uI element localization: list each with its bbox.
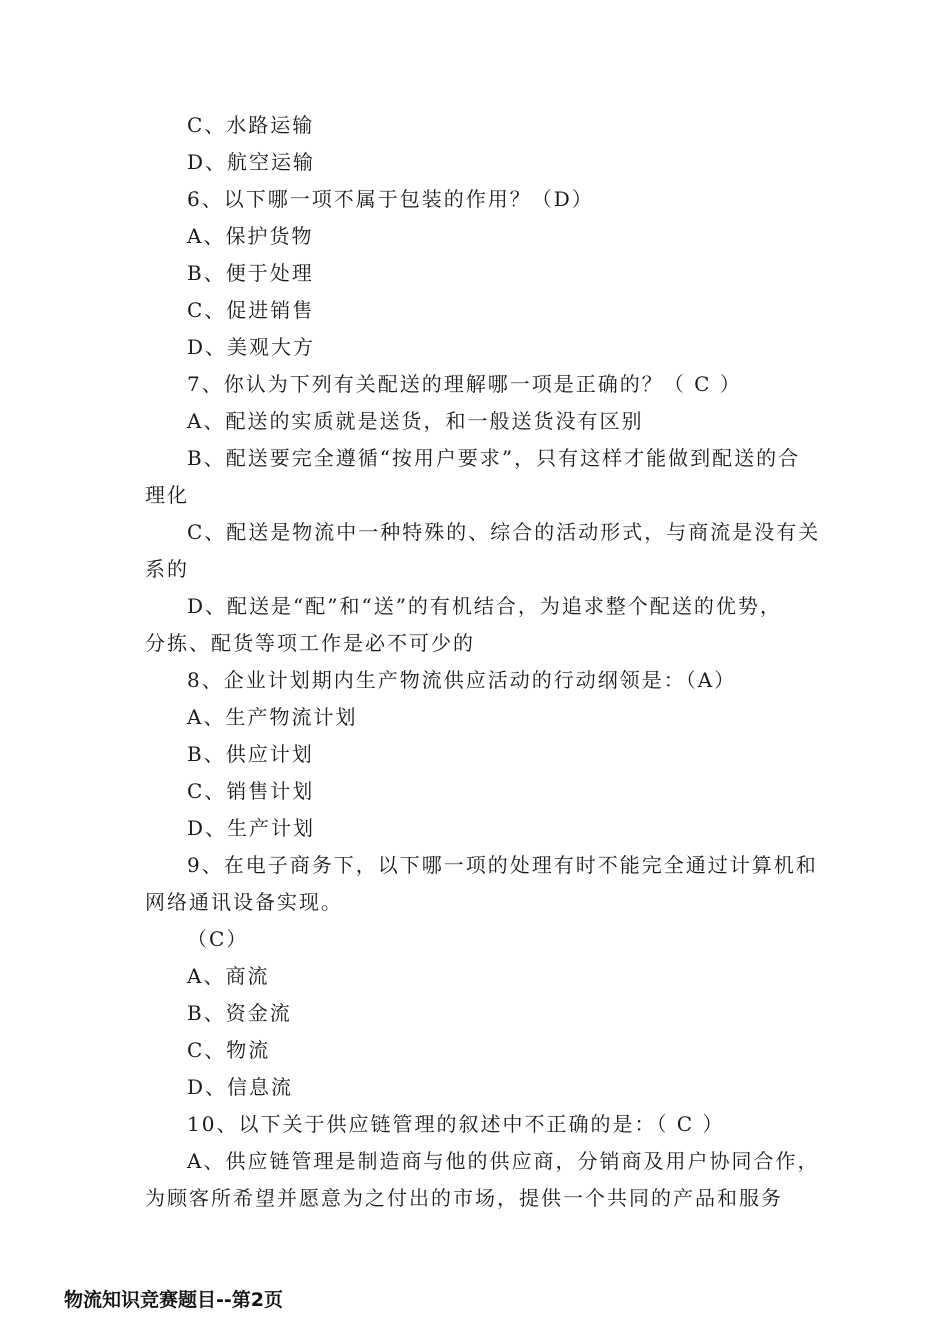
text-line: 8、企业计划期内生产物流供应活动的行动纲领是：（A） bbox=[187, 668, 737, 692]
text-line: A、保护货物 bbox=[187, 224, 314, 248]
text-line: A、商流 bbox=[187, 964, 270, 988]
text-line: D、生产计划 bbox=[187, 816, 316, 840]
text-line: D、配送是“配”和“送”的有机结合，为追求整个配送的优势， bbox=[187, 594, 782, 618]
text-line: C、水路运输 bbox=[187, 113, 315, 137]
text-line: 分拣、配货等项工作是必不可少的 bbox=[145, 631, 475, 655]
document-body bbox=[0, 107, 950, 1217]
text-line: B、资金流 bbox=[187, 1001, 292, 1025]
text-line: A、供应链管理是制造商与他的供应商，分销商及用户协同合作， bbox=[187, 1149, 820, 1173]
text-line: （C） bbox=[187, 927, 249, 951]
text-line: 9、在电子商务下，以下哪一项的处理有时不能完全通过计算机和 bbox=[187, 853, 818, 877]
page-footer: 物流知识竞赛题目--第2页 bbox=[64, 1289, 283, 1311]
text-line: C、促进销售 bbox=[187, 298, 315, 322]
text-line: D、航空运输 bbox=[187, 150, 316, 174]
text-line: C、配送是物流中一种特殊的、综合的活动形式，与商流是没有关 bbox=[187, 520, 821, 544]
text-line: B、便于处理 bbox=[187, 261, 314, 285]
text-line: D、信息流 bbox=[187, 1075, 294, 1099]
text-line: 6、以下哪一项不属于包装的作用？（D） bbox=[187, 187, 594, 211]
text-line: 系的 bbox=[145, 557, 189, 581]
text-line: 为顾客所希望并愿意为之付出的市场，提供一个共同的产品和服务 bbox=[145, 1186, 783, 1210]
text-line: 理化 bbox=[145, 483, 189, 507]
text-line: B、配送要完全遵循“按用户要求”，只有这样才能做到配送的合 bbox=[187, 446, 801, 470]
text-line: D、美观大方 bbox=[187, 335, 316, 359]
text-line: B、供应计划 bbox=[187, 742, 314, 766]
text-line: C、销售计划 bbox=[187, 779, 315, 803]
text-line: 网络通讯设备实现。 bbox=[145, 890, 343, 914]
text-line: A、生产物流计划 bbox=[187, 705, 358, 729]
text-line: C、物流 bbox=[187, 1038, 271, 1062]
text-line: A、配送的实质就是送货，和一般送货没有区别 bbox=[187, 409, 644, 433]
text-line: 7、你认为下列有关配送的理解哪一项是正确的？（ C ） bbox=[187, 372, 742, 396]
text-line: 10、以下关于供应链管理的叙述中不正确的是：（ C ） bbox=[187, 1112, 725, 1136]
